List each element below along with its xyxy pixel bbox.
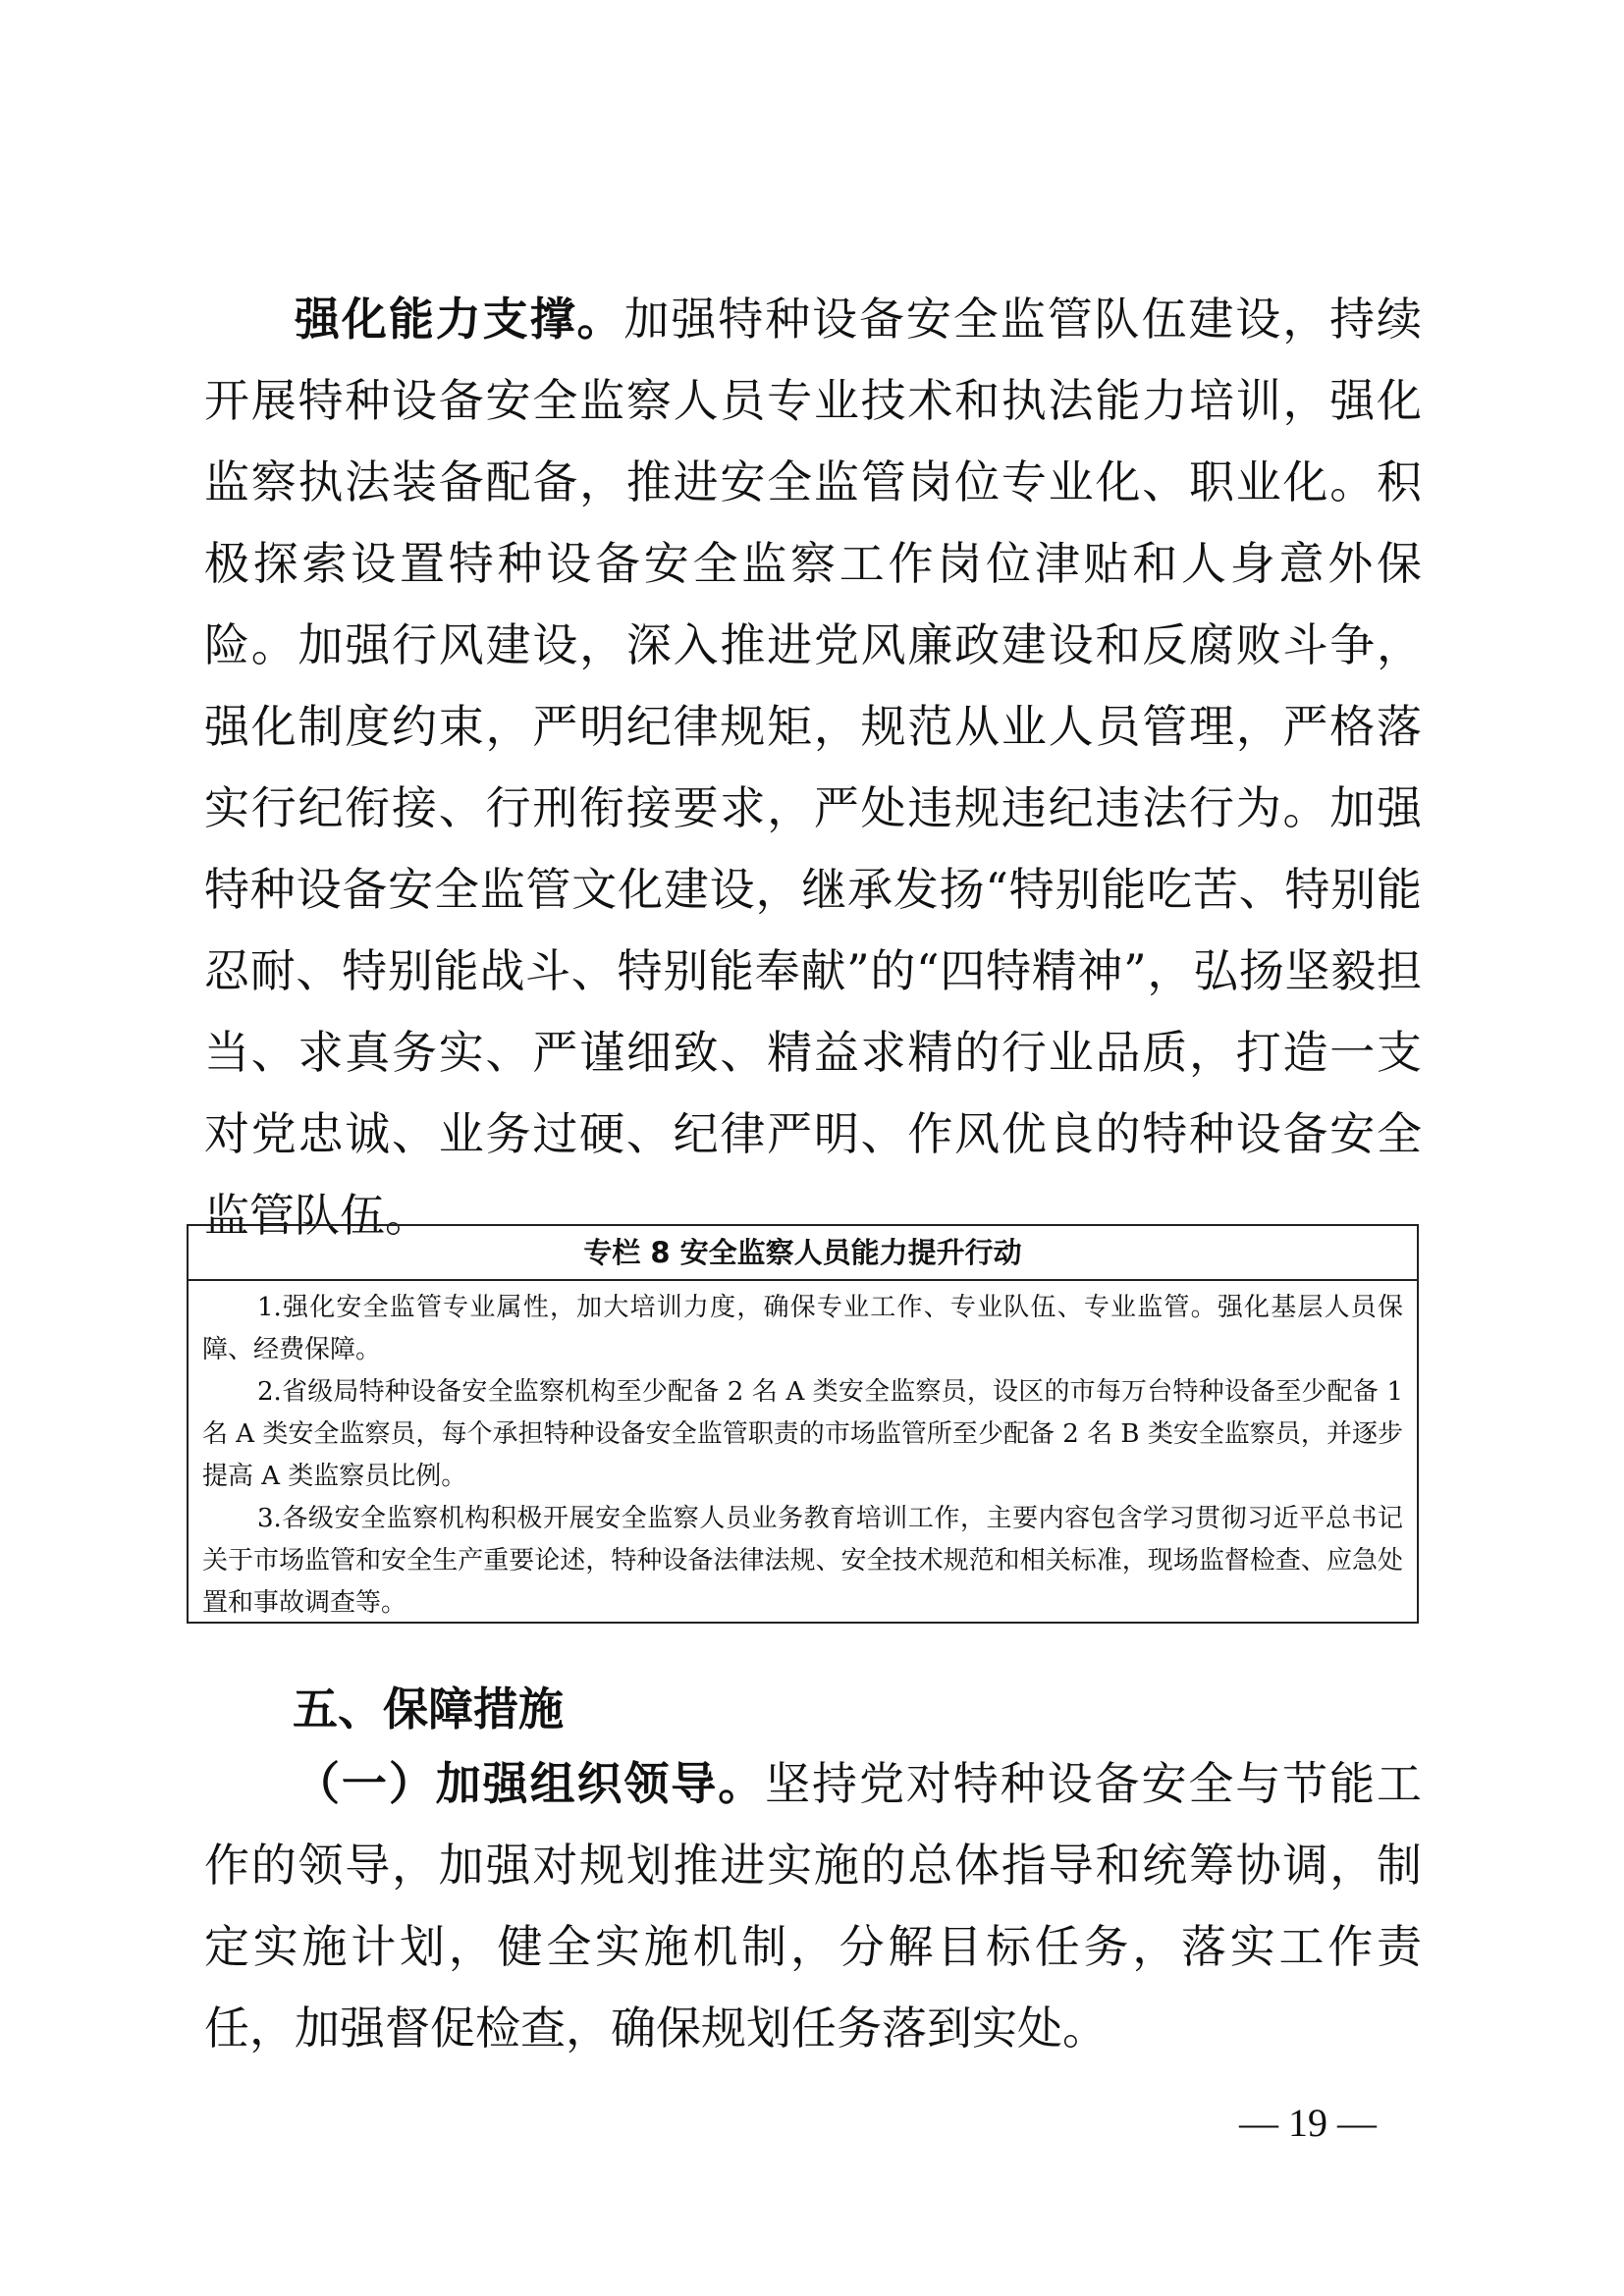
paragraph-lead: （一）加强组织领导。 bbox=[295, 1757, 766, 1810]
column-box-item: 1.强化安全监管专业属性，加大培训力度，确保专业工作、专业队伍、专业监管。强化基层人员保障、经费保障。 bbox=[202, 1293, 1403, 1364]
column-box-item: 3.各级安全监察机构积极开展安全监察人员业务教育培训工作，主要内容包含学习贯彻习近平总书记关于市场监管和安全生产重要论述，特种设备法律法规、安全技术规范和相关标准，现场监督检查、应急处置和事故调查等。 bbox=[202, 1504, 1403, 1618]
section-heading: 五、保障措施 bbox=[293, 1682, 564, 1735]
paragraph-body: 坚持党对特种设备安全与节能工作的领导，加强对规划推进实施的总体指导和统筹协调，制定实施计划，健全实施机制，分解目标任务，落实工作责任，加强督促检查，确保规划任务落到实处。 bbox=[204, 1757, 1423, 2055]
organization-leadership-paragraph bbox=[204, 1743, 1422, 2069]
page-number: — 19 — bbox=[1239, 2101, 1377, 2145]
column-box-body bbox=[189, 1281, 1417, 1625]
paragraph-lead: 强化能力支撑。 bbox=[295, 293, 624, 346]
paragraph-body: 加强特种设备安全监管队伍建设，持续开展特种设备安全监察人员专业技术和执法能力培训，强化监察执法装备配备，推进安全监管岗位专业化、职业化。积极探索设置特种设备安全监察工作岗位津贴和人身意外保险。加强行风建设，深入推进党风廉政建设和反腐败斗争，强化制度约束，严明纪律规矩，规范从业人员管理，严格落实行纪衔接、行刑衔接要求，严处违规违纪违法行为。加强特种设备安全监管文化建设，继承发扬“特别能吃苦、特别能忍耐、特别能战斗、特别能奉献”的“四特精神”，弘扬坚毅担当、求真务实、严谨细致、精益求精的行业品质，打造一支对党忠诚、业务过硬、纪律严明、作风优良的特种设备安全监管队伍。 bbox=[204, 293, 1423, 1242]
column-box-title: 专栏 8 安全监察人员能力提升行动 bbox=[189, 1226, 1417, 1281]
capability-support-paragraph bbox=[204, 279, 1422, 1256]
column-box-item: 2.省级局特种设备安全监察机构至少配备 2 名 A 类安全监察员，设区的市每万台特种设备至少配备 1 名 A 类安全监察员，每个承担特种设备安全监管职责的市场监管所至少配备 2 名 B 类安全监察员，并逐步提高 A 类监察员比例。 bbox=[202, 1377, 1403, 1491]
column-box bbox=[187, 1224, 1419, 1624]
